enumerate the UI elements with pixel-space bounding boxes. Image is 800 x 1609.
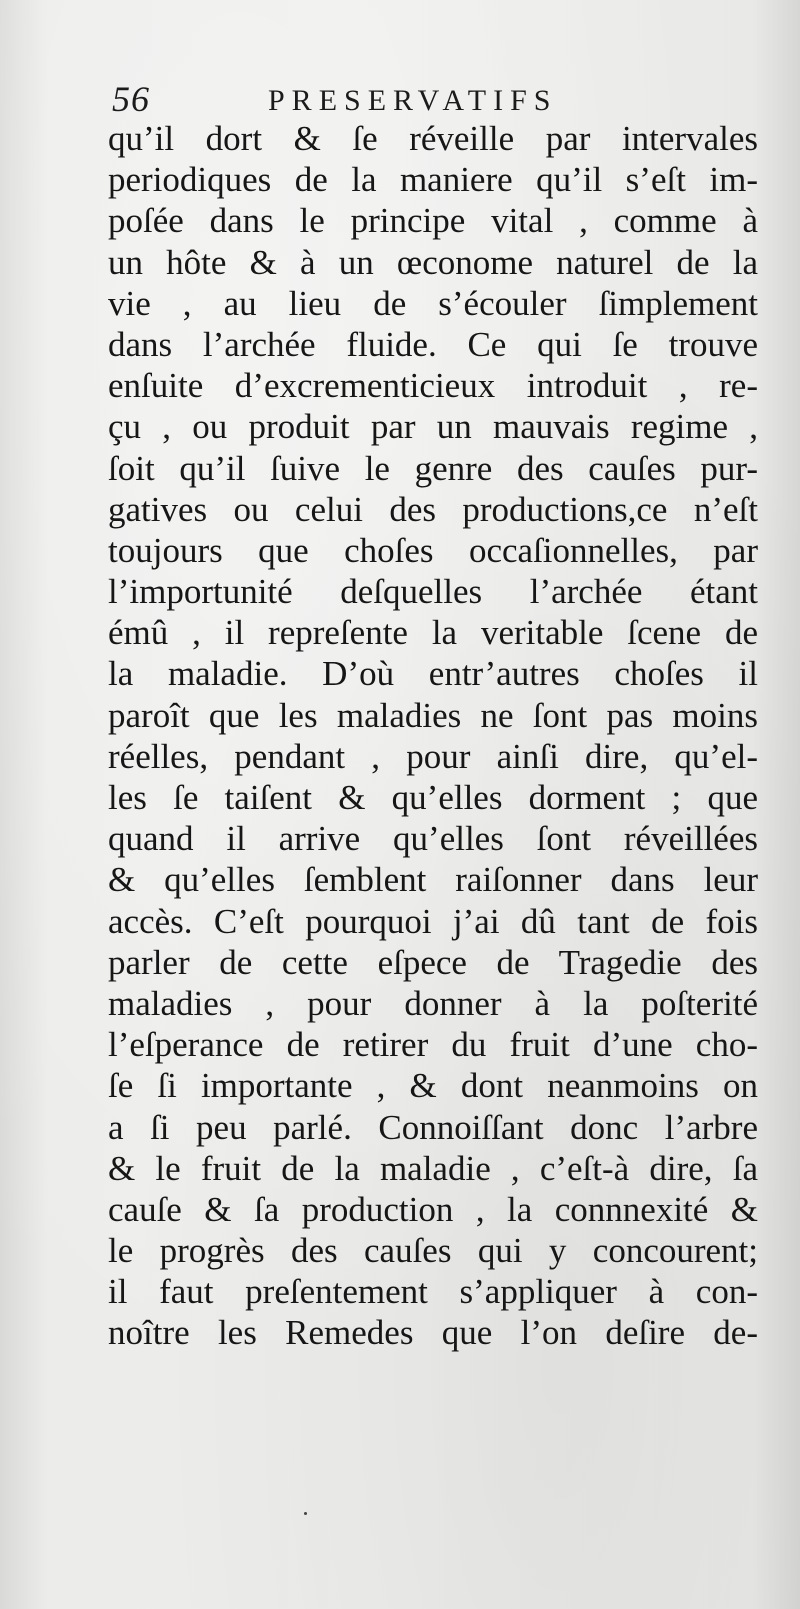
text-line: a ſi peu parlé. Connoiſſant donc l’arbre	[108, 1107, 758, 1147]
text-line: parler de cette eſpece de Tragedie des	[108, 942, 758, 982]
text-line: vie , au lieu de s’écouler ſimplement	[108, 283, 758, 323]
text-line: la maladie. D’où entr’autres choſes il	[108, 654, 758, 694]
text-line: réelles, pendant , pour ainſi dire, qu’el-	[108, 736, 758, 776]
body-text	[108, 118, 758, 1354]
text-line: periodiques de la maniere qu’il s’eſt im-	[108, 160, 758, 200]
text-line: il faut preſentement s’appliquer à con-	[108, 1272, 758, 1312]
text-line: l’importunité deſquelles l’archée étant	[108, 572, 758, 612]
text-line: qu’il dort & ſe réveille par intervales	[108, 119, 758, 158]
text-line: cauſe & ſa production , la connnexité &	[108, 1189, 758, 1229]
text-line: & qu’elles ſemblent raiſonner dans leur	[108, 860, 758, 900]
running-head: PRESERVATIFS	[268, 84, 558, 117]
text-line: les ſe taiſent & qu’elles dorment ; que	[108, 778, 758, 817]
paper-speck	[304, 1512, 307, 1515]
text-line: maladies , pour donner à la poſterité	[108, 983, 758, 1023]
text-line: l’eſperance de retirer du fruit d’une cho-	[108, 1025, 758, 1065]
text-line: ſoit qu’il ſuive le genre des cauſes pur-	[108, 448, 758, 488]
text-line: le progrès des cauſes qui y concourent;	[108, 1231, 758, 1271]
text-line: émû , il repreſente la veritable ſcene de	[108, 613, 758, 653]
text-line: & le fruit de la maladie , c’eſt-à dire, ſa	[108, 1148, 758, 1188]
text-line: toujours que choſes occaſionnelles, par	[108, 530, 758, 570]
text-line: enſuite d’excrementicieux introduit , re-	[108, 366, 758, 406]
text-line: paroît que les maladies ne ſont pas moins	[108, 695, 758, 735]
text-line: accès. C’eſt pourquoi j’ai dû tant de fois	[108, 901, 758, 941]
text-line: dans l’archée fluide. Ce qui ſe trouve	[108, 324, 758, 364]
text-line: poſée dans le principe vital , comme à	[108, 201, 758, 241]
text-line: noître les Remedes que l’on deſire de-	[108, 1313, 758, 1353]
text-line: gatives ou celui des productions,ce n’eſt	[108, 489, 758, 529]
text-line: un hôte & à un œconome naturel de la	[108, 242, 758, 282]
text-line: ſe ſi importante , & dont neanmoins on	[108, 1066, 758, 1106]
page-number: 56	[112, 79, 150, 119]
text-line: çu , ou produit par un mauvais regime ,	[108, 407, 758, 447]
text-line: quand il arrive qu’elles ſont réveillées	[108, 819, 758, 859]
